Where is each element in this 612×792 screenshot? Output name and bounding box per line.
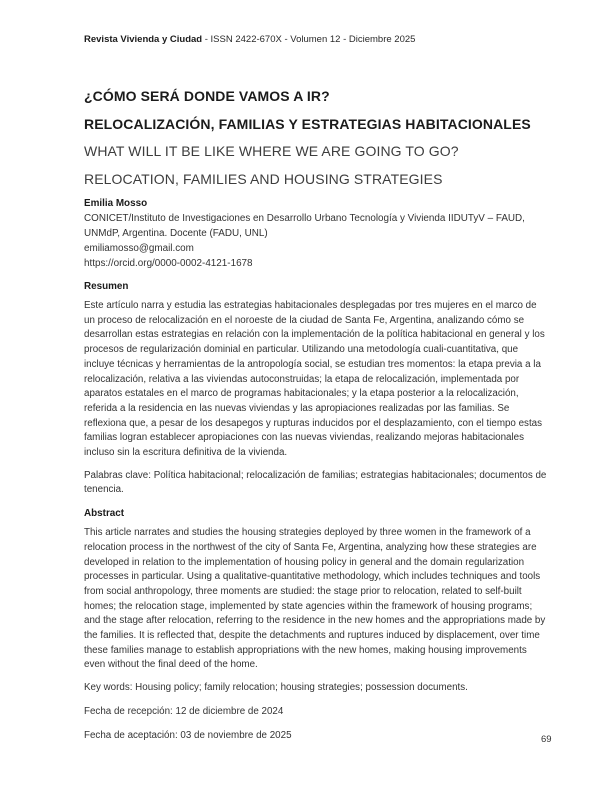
author-affiliation: CONICET/Instituto de Investigaciones en Desarrollo Urbano Tecnología y Vivienda IIDUTyV – FAUD, UNMdP, Argentina. Docente (FADU, UNL) xyxy=(84,213,525,239)
article-title-es-line1: ¿CÓMO SERÁ DONDE VAMOS A IR? xyxy=(84,88,330,104)
article-title-en-line2: RELOCATION, FAMILIES AND HOUSING STRATEGIES xyxy=(84,170,443,187)
article-title-es-line2: RELOCALIZACIÓN, FAMILIAS Y ESTRATEGIAS HABITACIONALES xyxy=(84,115,531,132)
resumen-heading: Resumen xyxy=(84,281,129,292)
author-block xyxy=(84,196,550,271)
author-orcid-link: https://orcid.org/0000-0002-4121-1678 xyxy=(84,258,253,269)
reception-date: Fecha de recepción: 12 de diciembre de 2024 xyxy=(84,705,284,717)
journal-meta: - ISSN 2422-670X - Volumen 12 - Diciembre 2025 xyxy=(202,34,416,45)
abstract-heading: Abstract xyxy=(84,508,125,520)
journal-header xyxy=(84,34,550,46)
author-email: emiliamosso@gmail.com xyxy=(84,243,194,254)
key-words: Key words: Housing policy; family relocation; housing strategies; possession documents. xyxy=(84,682,468,694)
resumen-body: Este artículo narra y estudia las estrategias habitacionales desplegadas por tres mujeres en el marco de un proceso de relocalización en el noroeste de la ciudad de Santa Fe, Argentina, analizando cómo se desarrollan estas estrategias en relación con la implementación de la política habitacional en general y los procesos de regularización dominial en particular. Utilizando una metodología cuali-cuantitativa, que incluye técnicas y herramientas de la antropología social, se estudian tres momentos: la etapa previa a la relocalización, relativa a las viviendas autoconstruidas; la etapa de relocalización, implementada por aparatos estatales en el marco de programas habitacionales; y la etapa posterior a la relocalización, referida a la residencia en las nuevas viviendas y las apropiaciones realizadas por las familias. Se reflexiona que, a pesar de los desapegos y rupturas inducidos por el desplazamiento, con el tiempo estas familias logran establecer apropiaciones con las nuevas viviendas, realizando mejoras habitacionales incluso sin la escritura definitiva de la vivienda. xyxy=(84,300,545,459)
author-name: Emilia Mosso xyxy=(84,198,148,209)
page-number: 69 xyxy=(541,734,552,745)
journal-name: Revista Vivienda y Ciudad xyxy=(84,34,203,45)
article-title-en-line1: WHAT WILL IT BE LIKE WHERE WE ARE GOING TO GO? xyxy=(84,143,459,159)
palabras-clave: Palabras clave: Política habitacional; relocalización de familias; estrategias habitacionales; documentos de tenencia. xyxy=(84,469,547,496)
abstract-body: This article narrates and studies the housing strategies deployed by three women in the framework of a relocation process in the northwest of the city of Santa Fe, Argentina, analyzing how these strategies are developed in relation to the implementation of housing policy in general and the domain regularization processes in particular. Using a qualitative-quantitative methodology, which includes techniques and tools from social anthropology, three moments are studied: the stage prior to relocation, related to self-built homes; the relocation stage, implemented by state agencies within the framework of housing programs; and the stage after relocation, referring to the residence in the new homes and the appropriations made by the families. It is reflected that, despite the detachments and ruptures induced by displacement, over time these families manage to establish appropriations with the new homes, making housing improvements even without the final deed of the home. xyxy=(84,527,546,671)
title-block xyxy=(84,83,550,193)
acceptance-date: Fecha de aceptación: 03 de noviembre de 2025 xyxy=(84,729,292,741)
